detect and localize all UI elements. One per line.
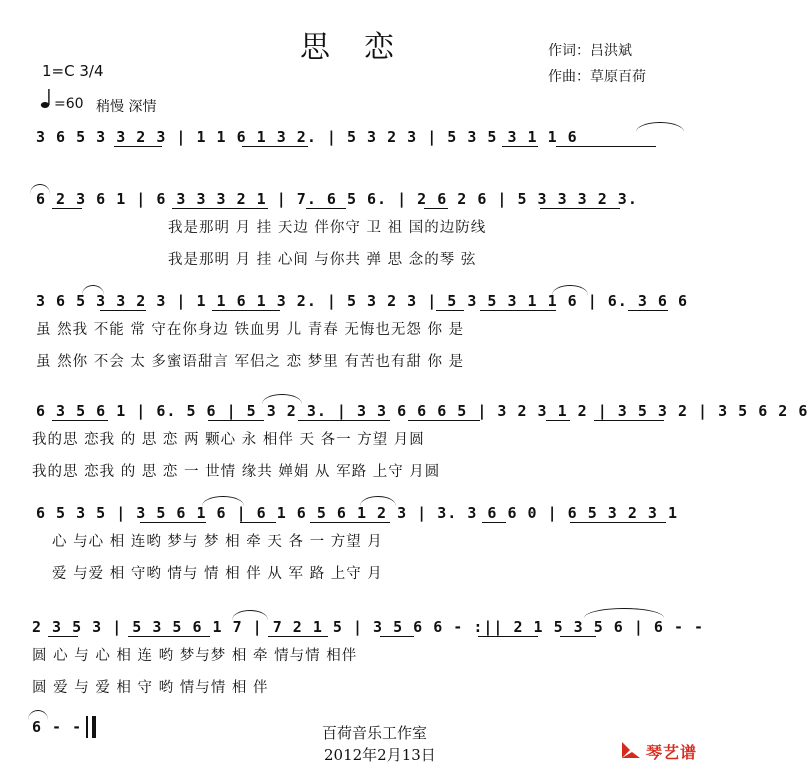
song-title: 思恋 [300, 30, 428, 65]
qinyipu-logo-icon [620, 740, 642, 760]
underline-mark [480, 310, 556, 311]
underline-mark [436, 310, 464, 311]
slur-mark [636, 122, 684, 132]
quarter-note-icon [40, 88, 54, 110]
composer-credit: 作曲：草原百荷 [548, 69, 646, 85]
lyric-row-4-verse-1: 我的思 恋我 的 思 恋 两 颗心 永 相伴 天 各一 方望 月圆 [32, 432, 425, 448]
underline-mark [114, 146, 162, 147]
notation-row-5: 6 5 3 5 | 3 5 6 1 6 | 6 1 6 5 6 1 2 3 | 3. 3 6 6 0 | 6 5 3 2 3 1 [36, 504, 678, 522]
lyric-row-6-verse-1: 圆 心 与 心 相 连 哟 梦与梦 相 牵 情与情 相伴 [32, 648, 358, 664]
underline-mark [240, 522, 276, 523]
underline-mark [298, 420, 390, 421]
notation-row-7: 6 - - [32, 718, 83, 736]
lyricist-credit: 作词：吕洪斌 [548, 43, 632, 59]
slur-mark [584, 608, 664, 618]
underline-mark [560, 636, 596, 637]
notation-row-1: 3 6 5 3 3 2 3 | 1 1 6 1 3 2. | 5 3 2 3 | 5 3 5 3 1 1 6 [36, 128, 578, 146]
underline-mark [570, 522, 666, 523]
lyric-row-2-verse-2: 我是那明 月 挂 心间 与你共 弹 思 念的琴 弦 [168, 252, 477, 268]
underline-mark [478, 636, 538, 637]
lyric-row-6-verse-2: 圆 爱 与 爱 相 守 哟 情与情 相 伴 [32, 680, 269, 696]
underline-mark [140, 522, 206, 523]
tempo-marking: =60 [54, 96, 84, 112]
underline-mark [556, 146, 656, 147]
underline-mark [52, 420, 108, 421]
underline-mark [212, 310, 280, 311]
notation-row-4: 6 3 5 6 1 | 6. 5 6 | 5 3 2 3. | 3 3 6 6 6 5 | 3 2 3 1 2 | 3 5 3 2 | 3 5 6 2 6 [36, 402, 808, 420]
lyric-row-3-verse-2: 虽 然你 不会 太 多蜜语甜言 军侣之 恋 梦里 有苦也有甜 你 是 [36, 354, 465, 370]
key-meter: 1=C 3/4 [42, 62, 104, 80]
lyric-row-5-verse-2: 爱 与爱 相 守哟 情与 情 相 伴 从 军 路 上守 月 [52, 566, 383, 582]
lyric-row-4-verse-2: 我的思 恋我 的 思 恋 一 世情 缘共 婵娟 从 军路 上守 月圆 [32, 464, 441, 480]
underline-mark [128, 636, 210, 637]
underline-mark [52, 208, 82, 209]
notation-row-2: 6 2 3 6 1 | 6 3 3 3 2 1 | 7. 6 5 6. | 2 6 2 6 | 5 3 3 3 2 3. [36, 190, 638, 208]
underline-mark [48, 636, 78, 637]
underline-mark [310, 522, 390, 523]
lyric-row-5-verse-1: 心 与心 相 连哟 梦与 梦 相 牵 天 各 一 方望 月 [52, 534, 383, 550]
underline-mark [594, 420, 664, 421]
underline-mark [172, 208, 268, 209]
notation-row-3: 3 6 5 3 3 2 3 | 1 1 6 1 3 2. | 5 3 2 3 | 5 3 5 3 1 1 6 | 6. 3 6 6 [36, 292, 688, 310]
date-stamp: 2012年2月13日 [324, 746, 436, 764]
underline-mark [408, 420, 480, 421]
underline-mark [628, 310, 668, 311]
expression-marking: 稍慢 深情 [96, 99, 157, 115]
site-logo-text: 琴艺谱 [646, 743, 698, 762]
underline-mark [306, 208, 346, 209]
underline-mark [482, 522, 506, 523]
final-barline [92, 716, 96, 738]
underline-mark [100, 310, 146, 311]
barline [86, 716, 88, 738]
underline-mark [268, 636, 328, 637]
underline-mark [424, 208, 448, 209]
notation-row-6: 2 3 5 3 | 5 3 5 6 1 7 | 7 2 1 5 | 3 5 6 6 - :|| 2 1 5 3 5 6 | 6 - - [32, 618, 705, 636]
lyric-row-2-verse-1: 我是那明 月 挂 天边 伴你守 卫 祖 国的边防线 [168, 220, 487, 236]
underline-mark [502, 146, 538, 147]
underline-mark [546, 420, 570, 421]
studio-name: 百荷音乐工作室 [322, 724, 428, 742]
underline-mark [208, 420, 264, 421]
lyric-row-3-verse-1: 虽 然我 不能 常 守在你身边 铁血男 儿 青春 无悔也无怨 你 是 [36, 322, 465, 338]
underline-mark [242, 146, 308, 147]
underline-mark [540, 208, 620, 209]
underline-mark [380, 636, 414, 637]
